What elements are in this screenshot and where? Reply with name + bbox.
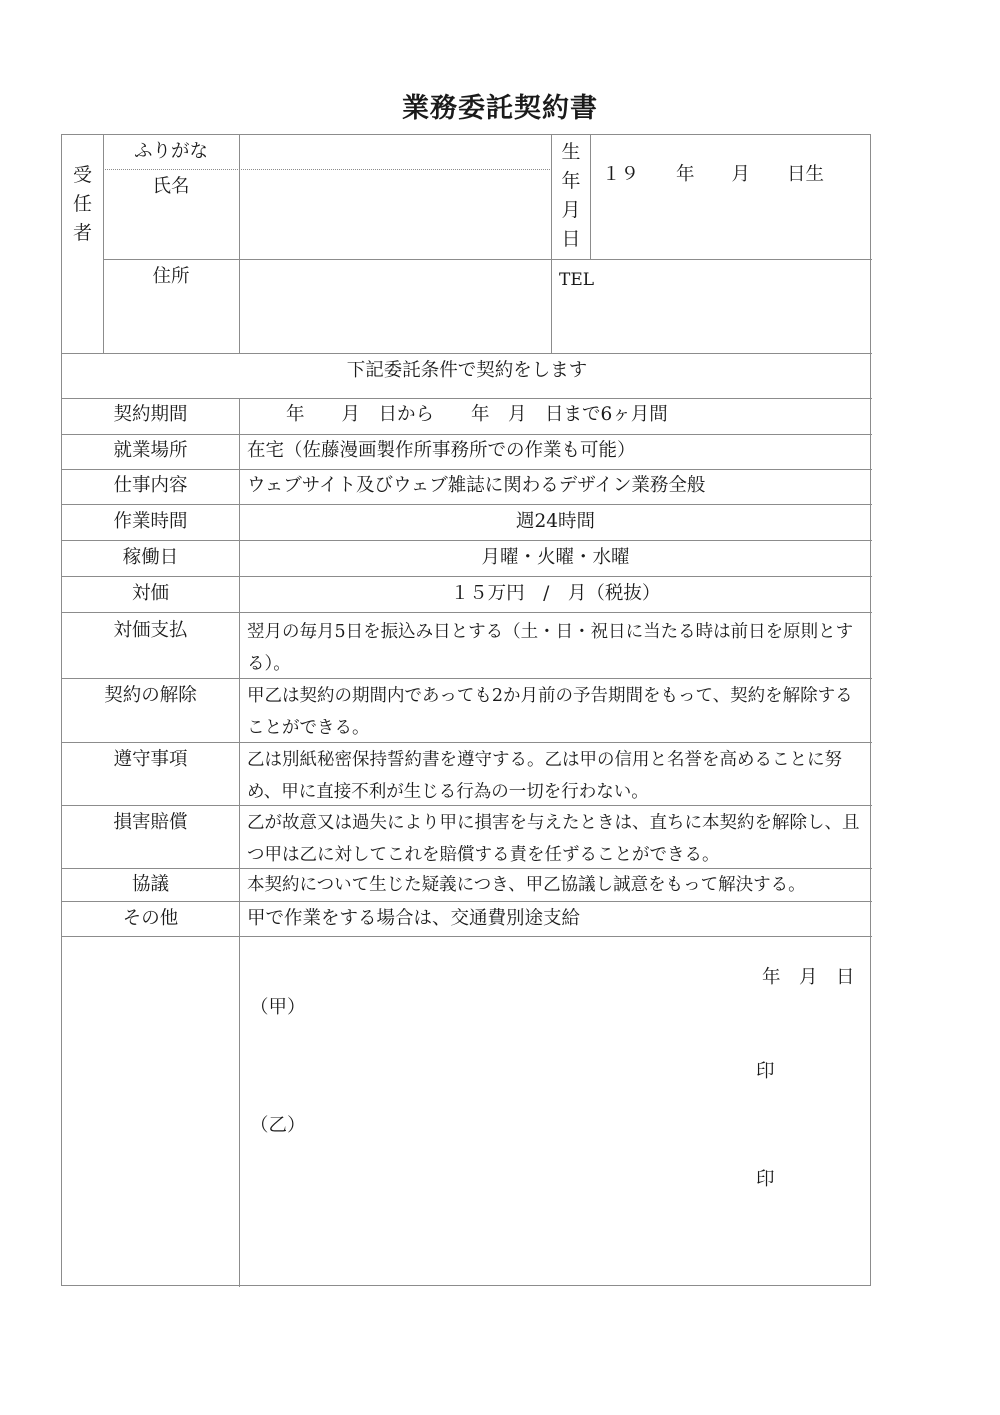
- row-label-payment: 対価支払: [113, 620, 188, 641]
- party-b-label: （乙）: [250, 1115, 306, 1136]
- furigana-label: ふりがな: [133, 141, 208, 162]
- party-b-seal: 印: [756, 1169, 775, 1190]
- birthdate-label: 生 年 月 日: [561, 141, 581, 250]
- row-label-working-hours: 作業時間: [113, 511, 188, 532]
- address-label: 住所: [152, 266, 190, 287]
- signature-date: 年 月 日: [762, 967, 855, 988]
- divider: [62, 936, 872, 937]
- row-value-consultation: 本契約について生じた疑義につき、甲乙協議し誠意をもって解決する。: [247, 875, 806, 895]
- row-label-compliance: 遵守事項: [113, 749, 188, 770]
- divider: [62, 398, 872, 399]
- row-label-compensation: 対価: [131, 583, 169, 604]
- divider: [62, 901, 872, 902]
- row-value-working-hours: 週24時間: [515, 511, 596, 532]
- divider: [62, 540, 872, 541]
- row-value-contract-period: 年 月 日から 年 月 日まで6ヶ月間: [286, 404, 668, 425]
- name-label: 氏名: [152, 176, 190, 197]
- divider: [62, 353, 872, 354]
- tel-label: TEL: [559, 270, 595, 290]
- birthdate-value: １９ 年 月 日生: [602, 164, 825, 185]
- row-label-contract-period: 契約期間: [113, 404, 188, 425]
- row-label-job-description: 仕事内容: [113, 475, 188, 496]
- divider: [62, 504, 872, 505]
- divider: [239, 135, 240, 353]
- row-value-compensation: １５万円 / 月（税抜）: [450, 583, 661, 604]
- row-label-working-days: 稼働日: [122, 547, 179, 568]
- divider: [62, 576, 872, 577]
- row-label-termination: 契約の解除: [104, 685, 197, 706]
- row-label-other: その他: [122, 908, 179, 929]
- row-value-damages: 乙が故意又は過失により甲に損害を与えたときは、直ちに本契約を解除し、且つ甲は乙に対してこれを賠償する責を任ずることができる。: [247, 813, 860, 865]
- row-label-consultation: 協議: [131, 874, 169, 895]
- divider: [590, 135, 591, 259]
- section-label-contractor: 受 任 者: [72, 164, 92, 244]
- row-value-other: 甲で作業をする場合は、交通費別途支給: [247, 908, 581, 929]
- document-title: 業務委託契約書: [402, 93, 598, 124]
- party-a-label: （甲）: [250, 997, 306, 1018]
- row-label-damages: 損害賠償: [113, 812, 188, 833]
- row-value-working-days: 月曜・火曜・水曜: [481, 547, 630, 568]
- divider: [62, 612, 872, 613]
- contract-table: [61, 134, 871, 1286]
- divider: [62, 469, 872, 470]
- row-value-compliance: 乙は別紙秘密保持誓約書を遵守する。乙は甲の信用と名誉を高めることに努め、甲に直接不利が生じる行為の一切を行わない。: [247, 750, 842, 802]
- divider: [103, 259, 872, 260]
- row-value-termination: 甲乙は契約の期間内であっても2か月前の予告期間をもって、契約を解除することができる。: [247, 686, 853, 738]
- row-value-payment: 翌月の毎月5日を振込み日とする（土・日・祝日に当たる時は前日を原則とする）。: [247, 622, 854, 674]
- row-value-workplace: 在宅（佐藤漫画製作所事務所での作業も可能）: [247, 440, 636, 461]
- row-label-workplace: 就業場所: [113, 440, 188, 461]
- dotted-divider: [103, 169, 552, 170]
- party-a-seal: 印: [756, 1061, 775, 1082]
- divider: [62, 434, 872, 435]
- divider: [103, 135, 104, 353]
- row-value-job-description: ウェブサイト及びウェブ雑誌に関わるデザイン業務全般: [247, 475, 706, 496]
- notice-text: 下記委託条件で契約をします: [346, 360, 588, 381]
